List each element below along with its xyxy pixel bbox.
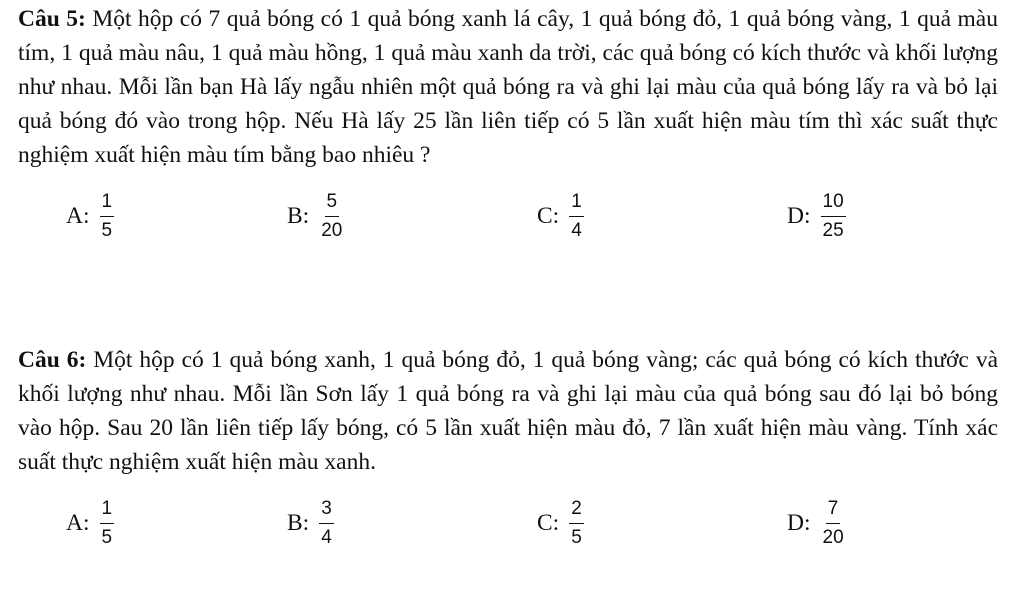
question-5-choices [18,186,998,270]
question-6-text-block [18,343,998,479]
question-5-choice-d [787,186,846,246]
question-6-choice-d [787,493,846,553]
fraction [100,498,115,549]
fraction [569,498,584,549]
fraction-denominator: 5 [101,219,113,241]
choice-letter: D: [787,509,811,536]
question-5-choice-a [66,186,114,246]
question-5-choice-b [287,186,344,246]
question-6 [18,343,998,577]
fraction [569,191,584,242]
fraction-numerator: 2 [569,498,584,524]
choice-letter: C: [537,509,560,536]
fraction-denominator: 5 [101,526,113,548]
question-6-label: Câu 6: [18,347,87,373]
fraction [319,191,344,242]
choice-letter: B: [287,509,310,536]
fraction-numerator: 1 [100,191,115,217]
fraction-denominator: 5 [571,526,582,548]
fraction-numerator: 5 [325,191,340,217]
choice-letter: C: [537,202,560,229]
fraction-denominator: 4 [321,526,332,548]
question-6-choice-b [287,493,334,553]
question-6-choices [18,493,998,577]
fraction-numerator: 10 [821,191,846,217]
fraction-numerator: 1 [100,498,115,524]
fraction-denominator: 20 [822,526,844,548]
fraction-denominator: 25 [822,219,844,241]
question-5-text: Một hộp có 7 quả bóng có 1 quả bóng xanh lá cây, 1 quả bóng đỏ, 1 quả bóng vàng, 1 quả màu tím, 1 quả màu nâu, 1 quả màu hồng, 1 quả màu xanh da trời, các quả bóng có kích thước và khối lượng như nhau. Mỗi lần bạn Hà lấy ngẫu nhiên một quả bóng ra và ghi lại màu của quả bóng lấy ra và bỏ lại quả bóng đó vào trong hộp. Nếu Hà lấy 25 lần liên tiếp có 5 lần xuất hiện màu tím thì xác suất thực nghiệm xuất hiện màu tím bằng bao nhiêu ? [18,6,998,168]
choice-letter: A: [66,509,90,536]
fraction-numerator: 3 [319,498,334,524]
question-5-label: Câu 5: [18,6,86,32]
fraction [821,498,846,549]
fraction-denominator: 4 [571,219,582,241]
question-5-choice-c [537,186,584,246]
fraction [319,498,334,549]
question-5-text-block [18,2,998,172]
question-6-choice-a [66,493,114,553]
choice-letter: D: [787,202,811,229]
fraction [821,191,846,242]
choice-letter: B: [287,202,310,229]
question-6-choice-c [537,493,584,553]
fraction-numerator: 7 [826,498,841,524]
question-5 [18,2,998,270]
choice-letter: A: [66,202,90,229]
fraction [100,191,115,242]
question-6-text: Một hộp có 1 quả bóng xanh, 1 quả bóng đỏ, 1 quả bóng vàng; các quả bóng có kích thước và khối lượng như nhau. Mỗi lần Sơn lấy 1 quả bóng ra và ghi lại màu của quả bóng sau đó lại bỏ bóng vào hộp. Sau 20 lần liên tiếp lấy bóng, có 5 lần xuất hiện màu đỏ, 7 lần xuất hiện màu vàng. Tính xác suất thực nghiệm xuất hiện màu xanh. [18,347,998,475]
fraction-denominator: 20 [321,219,343,241]
fraction-numerator: 1 [569,191,584,217]
